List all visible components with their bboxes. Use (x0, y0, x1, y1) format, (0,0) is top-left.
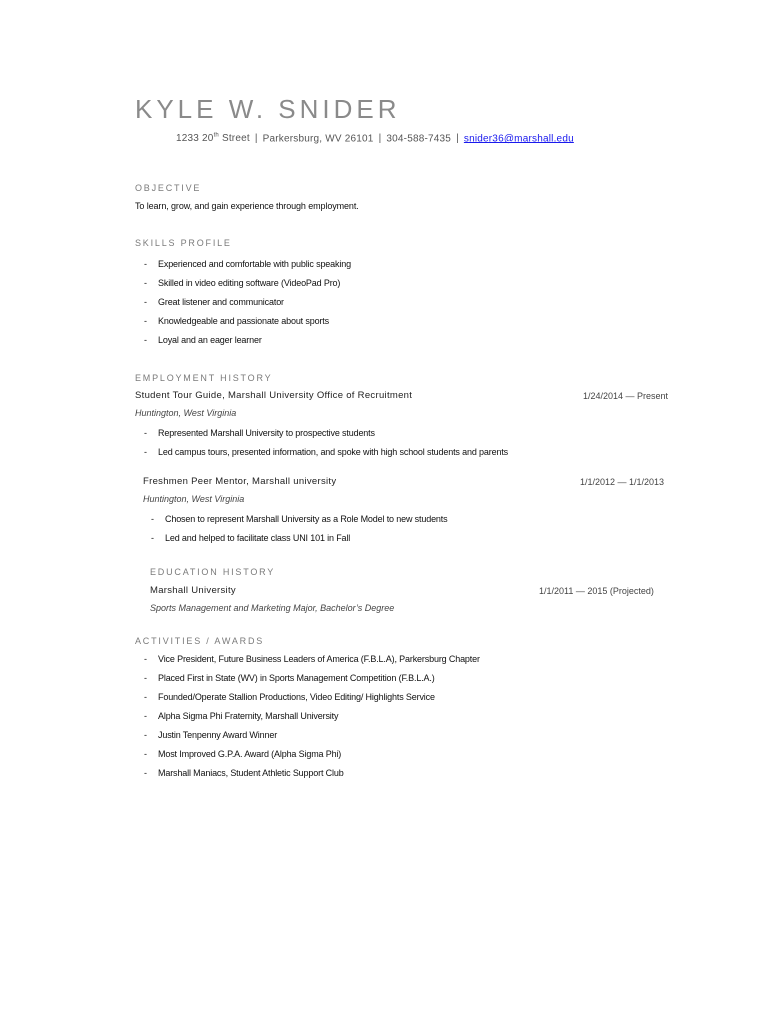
contact-line (176, 133, 574, 144)
list-item: - Chosen to represent Marshall University as a Role Model to new students (151, 514, 448, 533)
separator: | (254, 133, 258, 145)
objective-text: To learn, grow, and gain experience through employment. (135, 201, 359, 211)
job-dates: 1/24/2014 — Present (583, 391, 669, 401)
job-location: Huntington, West Virginia (143, 494, 245, 504)
address-city: Parkersburg, WV 26101 (262, 133, 374, 145)
list-item: - Placed First in State (WV) in Sports Management Competition (F.B.L.A.) (144, 673, 480, 692)
applicant-name: KYLE W. SNIDER (135, 94, 401, 124)
list-item: - Founded/Operate Stallion Productions, Video Editing/ Highlights Service (144, 692, 480, 711)
list-item: - Most Improved G.P.A. Award (Alpha Sigma Phi) (144, 749, 480, 768)
employment-heading: EMPLOYMENT HISTORY (135, 373, 273, 383)
list-item: - Justin Tenpenny Award Winner (144, 730, 480, 749)
job-title: Freshmen Peer Mentor, Marshall university (143, 476, 337, 487)
list-item: - Alpha Sigma Phi Fraternity, Marshall University (144, 711, 480, 730)
list-item: - Represented Marshall University to prospective students (144, 428, 508, 447)
list-item: - Great listener and communicator (144, 297, 351, 316)
job-bullets (144, 428, 508, 466)
list-item: - Experienced and comfortable with public speaking (144, 259, 351, 278)
skills-heading: SKILLS PROFILE (135, 238, 232, 248)
list-item: - Knowledgeable and passionate about sports (144, 316, 351, 335)
skills-list (144, 259, 351, 354)
list-item: - Skilled in video editing software (VideoPad Pro) (144, 278, 351, 297)
separator: | (456, 133, 459, 145)
job-location: Huntington, West Virginia (135, 408, 237, 418)
list-item: - Marshall Maniacs, Student Athletic Support Club (144, 768, 480, 787)
list-item: - Vice President, Future Business Leaders of America (F.B.L.A), Parkersburg Chapter (144, 654, 480, 673)
objective-heading: OBJECTIVE (135, 183, 202, 193)
job-bullets (151, 514, 448, 552)
degree: Sports Management and Marketing Major, Bachelor’s Degree (150, 603, 395, 613)
activities-heading: ACTIVITIES / AWARDS (135, 636, 265, 646)
list-item: - Loyal and an eager learner (144, 335, 351, 354)
job-title: Student Tour Guide, Marshall University Office of Recruitment (135, 390, 413, 401)
activities-list (144, 654, 480, 787)
education-dates: 1/1/2011 — 2015 (Projected) (539, 586, 654, 596)
list-item: - Led and helped to facilitate class UNI 101 in Fall (151, 533, 448, 552)
separator: | (378, 133, 382, 145)
education-heading: EDUCATION HISTORY (150, 567, 276, 577)
email-link[interactable]: snider36@marshall.edu (463, 133, 574, 145)
school-name: Marshall University (150, 585, 236, 596)
job-dates: 1/1/2012 — 1/1/2013 (580, 477, 665, 487)
phone-number: 304-588-7435 (386, 133, 452, 145)
address-street: 1233 20th Street (176, 133, 250, 145)
list-item: - Led campus tours, presented information, and spoke with high school students and parents (144, 447, 508, 466)
